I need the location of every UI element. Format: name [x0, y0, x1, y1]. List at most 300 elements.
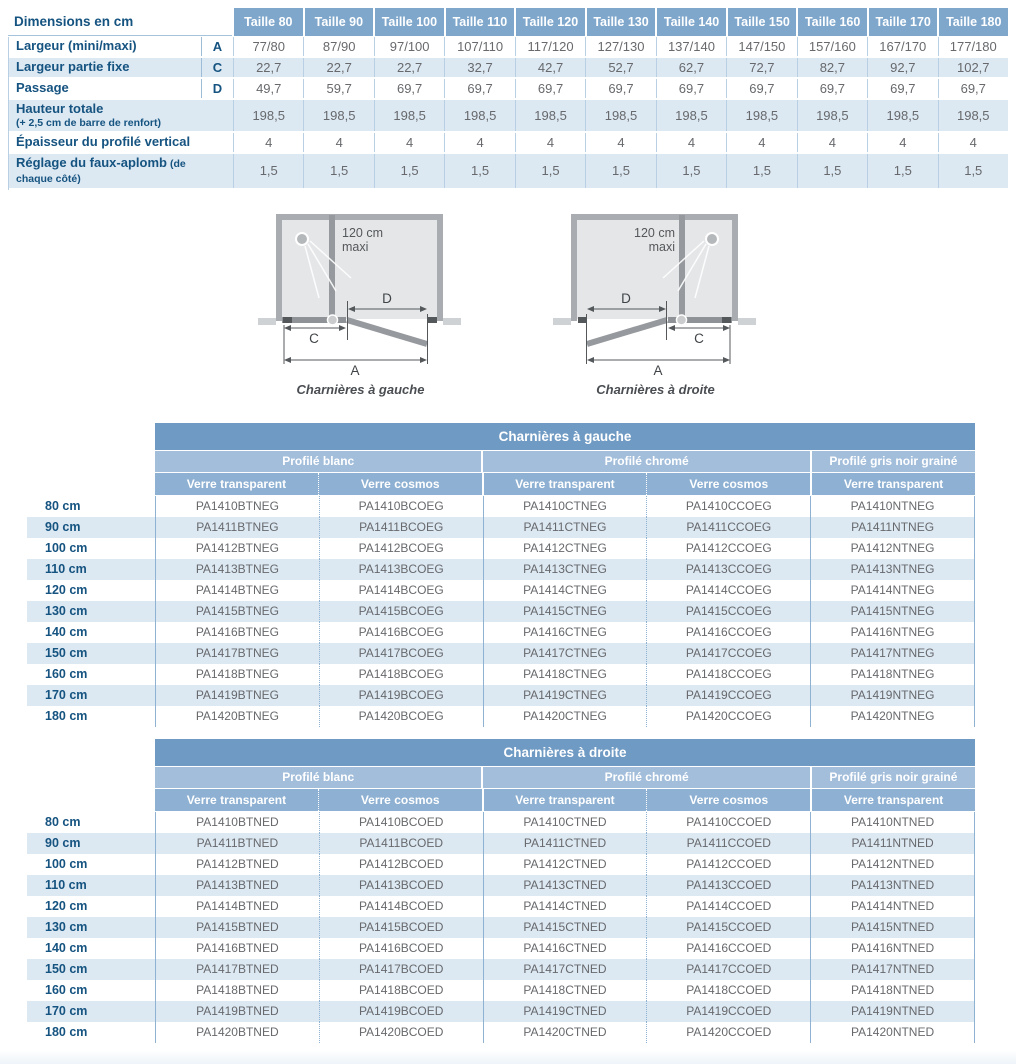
product-code: PA1411BTNEG — [155, 517, 319, 538]
row-size-label: 130 cm — [45, 920, 88, 935]
dimension-value: 198,5 — [374, 100, 444, 131]
product-code: PA1411NTNEG — [810, 517, 975, 538]
dimension-value: 22,7 — [303, 58, 373, 77]
product-code: PA1418BCOEG — [319, 664, 483, 685]
ref-table-hinges-left — [27, 423, 975, 727]
product-code: PA1410CTNED — [483, 812, 647, 833]
dimension-value: 137/140 — [656, 37, 726, 56]
product-code: PA1415CCOEG — [646, 601, 810, 622]
size-column-header: Taille 140 — [657, 8, 726, 36]
product-code: PA1412CTNEG — [483, 538, 647, 559]
row-size-label: 80 cm — [45, 499, 81, 514]
dimension-letter: D — [201, 79, 233, 98]
product-code: PA1418BTNEG — [155, 664, 319, 685]
product-code: PA1417CTNED — [483, 959, 647, 980]
dimension-value: 1,5 — [515, 154, 585, 188]
dimension-value: 1,5 — [797, 154, 867, 188]
product-code: PA1415CTNED — [483, 917, 647, 938]
dimension-value: 92,7 — [867, 58, 937, 77]
product-code: PA1414BTNED — [155, 896, 319, 917]
table-row — [27, 538, 975, 559]
table-row — [27, 559, 975, 580]
row-size-label: 100 cm — [45, 857, 88, 872]
dimension-value: 198,5 — [867, 100, 937, 131]
dimension-value: 22,7 — [374, 58, 444, 77]
table-title: Charnières à droite — [155, 739, 975, 766]
dimension-row — [9, 58, 1008, 79]
product-code: PA1417NTNED — [810, 959, 975, 980]
dimension-value: 198,5 — [303, 100, 373, 131]
dimension-value: 4 — [938, 133, 1008, 152]
product-code: PA1418CTNEG — [483, 664, 647, 685]
product-code: PA1414BTNEG — [155, 580, 319, 601]
dimension-value: 62,7 — [656, 58, 726, 77]
fixed-panel-profile — [679, 215, 685, 320]
shower-head-icon — [706, 233, 718, 245]
dimension-value: 69,7 — [374, 79, 444, 98]
diagram-caption-left: Charnières à gauche — [296, 381, 425, 397]
product-code: PA1410CTNEG — [483, 496, 647, 517]
glass-column-header: Verre transparent — [812, 473, 975, 495]
dimension-value: 198,5 — [585, 100, 655, 131]
product-code: PA1415NTNEG — [810, 601, 975, 622]
dimension-value: 198,5 — [938, 100, 1008, 131]
product-code: PA1417CCOED — [646, 959, 810, 980]
size-column-header: Taille 180 — [939, 8, 1008, 36]
wall-anchor-left — [578, 317, 587, 323]
product-code: PA1420CCOEG — [646, 706, 810, 727]
product-code: PA1411BTNED — [155, 833, 319, 854]
product-code: PA1416CCOED — [646, 938, 810, 959]
table-row — [27, 875, 975, 896]
product-code: PA1414CTNEG — [483, 580, 647, 601]
glass-column-header: Verre transparent — [155, 789, 318, 811]
row-size-label: 150 cm — [45, 646, 88, 661]
size-column-header: Taille 120 — [516, 8, 585, 36]
table-body — [27, 496, 975, 727]
dimension-value: 102,7 — [938, 58, 1008, 77]
row-size-label: 160 cm — [45, 667, 88, 682]
product-code: PA1417BTNEG — [155, 643, 319, 664]
wall-right — [437, 214, 443, 321]
dimension-value: 1,5 — [726, 154, 796, 188]
product-code: PA1411CTNEG — [483, 517, 647, 538]
product-code: PA1415BTNED — [155, 917, 319, 938]
product-code: PA1419BTNEG — [155, 685, 319, 706]
glass-column-header: Verre transparent — [812, 789, 975, 811]
product-code: PA1410CCOEG — [646, 496, 810, 517]
dimension-value: 1,5 — [303, 154, 373, 188]
row-size-label: 80 cm — [45, 815, 81, 830]
size-column-header: Taille 160 — [798, 8, 867, 36]
dimension-value: 4 — [867, 133, 937, 152]
product-code: PA1417NTNEG — [810, 643, 975, 664]
product-code: PA1415BTNEG — [155, 601, 319, 622]
dimension-letter — [201, 100, 233, 131]
shower-head-icon — [296, 233, 308, 245]
product-code: PA1419CCOEG — [646, 685, 810, 706]
product-code: PA1418BCOED — [319, 980, 483, 1001]
product-code: PA1413BCOEG — [319, 559, 483, 580]
product-code: PA1413CCOED — [646, 875, 810, 896]
dim-label-a: A — [652, 362, 663, 378]
product-code: PA1410BCOED — [319, 812, 483, 833]
product-code: PA1414CTNED — [483, 896, 647, 917]
product-code: PA1411BCOEG — [319, 517, 483, 538]
product-code: PA1410BTNED — [155, 812, 319, 833]
table-row — [27, 685, 975, 706]
wall-left — [276, 214, 282, 321]
dimension-value: 77/80 — [233, 37, 303, 56]
product-code: PA1419NTNED — [810, 1001, 975, 1022]
row-size-label: 180 cm — [45, 709, 88, 724]
product-code: PA1418BTNED — [155, 980, 319, 1001]
product-code: PA1419BCOED — [319, 1001, 483, 1022]
row-size-label: 180 cm — [45, 1025, 88, 1040]
dim-label-d: D — [381, 290, 392, 306]
dimension-value: 69,7 — [515, 79, 585, 98]
product-code: PA1416BTNED — [155, 938, 319, 959]
dimension-value: 127/130 — [585, 37, 655, 56]
shower-top-view-left — [256, 206, 466, 378]
product-code: PA1415BCOEG — [319, 601, 483, 622]
product-code: PA1416NTNEG — [810, 622, 975, 643]
product-code: PA1413BTNED — [155, 875, 319, 896]
dimension-value: 52,7 — [585, 58, 655, 77]
product-code: PA1419CTNED — [483, 1001, 647, 1022]
dimension-value: 4 — [585, 133, 655, 152]
product-code: PA1413BTNEG — [155, 559, 319, 580]
dimensions-header-row — [8, 8, 1008, 36]
dim-label-d: D — [620, 290, 631, 306]
dimension-value: 4 — [374, 133, 444, 152]
product-code: PA1412CCOED — [646, 854, 810, 875]
table-row — [27, 1022, 975, 1043]
product-code: PA1418CCOED — [646, 980, 810, 1001]
dimension-label: Épaisseur du profilé vertical — [16, 134, 191, 150]
dim-label-a: A — [349, 362, 360, 378]
product-code: PA1411BCOED — [319, 833, 483, 854]
glass-column-header: Verre transparent — [484, 789, 647, 811]
dimension-value: 69,7 — [585, 79, 655, 98]
dimension-letter — [201, 133, 233, 152]
product-code: PA1412BCOEG — [319, 538, 483, 559]
dimension-value: 72,7 — [726, 58, 796, 77]
diagram-hinges-right — [518, 206, 793, 410]
product-code: PA1420BCOED — [319, 1022, 483, 1043]
product-code: PA1414CCOEG — [646, 580, 810, 601]
dimension-value: 4 — [515, 133, 585, 152]
row-size-label: 170 cm — [45, 688, 88, 703]
size-column-header: Taille 150 — [728, 8, 797, 36]
dimensions-title: Dimensions en cm — [8, 8, 232, 36]
dimension-label: Largeur (mini/maxi) — [16, 38, 137, 54]
row-size-label: 170 cm — [45, 1004, 88, 1019]
dimension-value: 69,7 — [726, 79, 796, 98]
dim-label-c: C — [308, 330, 319, 346]
diagram-caption-right: Charnières à droite — [596, 381, 715, 397]
product-code: PA1418CTNED — [483, 980, 647, 1001]
dimension-letter — [201, 154, 233, 188]
product-code: PA1410BCOEG — [319, 496, 483, 517]
dimension-value: 198,5 — [797, 100, 867, 131]
dimension-value: 42,7 — [515, 58, 585, 77]
glass-column-header: Verre cosmos — [318, 789, 482, 811]
product-code: PA1418NTNEG — [810, 664, 975, 685]
product-code: PA1414NTNED — [810, 896, 975, 917]
dimension-value: 69,7 — [938, 79, 1008, 98]
shower-top-view-right — [551, 206, 761, 378]
table-row — [27, 643, 975, 664]
product-code: PA1412CCOEG — [646, 538, 810, 559]
table-row — [27, 896, 975, 917]
dimension-value: 22,7 — [233, 58, 303, 77]
table-row — [27, 496, 975, 517]
dimension-value: 69,7 — [797, 79, 867, 98]
product-code: PA1420NTNED — [810, 1022, 975, 1043]
product-code: PA1415CTNEG — [483, 601, 647, 622]
product-code: PA1420CTNED — [483, 1022, 647, 1043]
row-size-label: 110 cm — [45, 562, 87, 577]
product-code: PA1417BTNED — [155, 959, 319, 980]
dim-label-c: C — [693, 330, 704, 346]
profile-group-header: Profilé chromé — [483, 451, 809, 472]
dimensions-table — [8, 8, 1008, 190]
size-column-header: Taille 90 — [305, 8, 374, 36]
product-code: PA1410NTNED — [810, 812, 975, 833]
product-code: PA1414BCOEG — [319, 580, 483, 601]
glass-column-header: Verre cosmos — [318, 473, 482, 495]
dimension-value: 1,5 — [867, 154, 937, 188]
product-code: PA1413CCOEG — [646, 559, 810, 580]
product-code: PA1411CCOED — [646, 833, 810, 854]
table-row — [27, 706, 975, 727]
dimension-value: 1,5 — [444, 154, 514, 188]
product-code: PA1416BCOEG — [319, 622, 483, 643]
dimension-value: 1,5 — [233, 154, 303, 188]
dimension-value: 107/110 — [444, 37, 514, 56]
table-row — [27, 938, 975, 959]
dimension-label: Réglage du faux-aplomb (de chaque côté) — [16, 155, 186, 185]
size-headers — [232, 8, 1008, 36]
dimension-row — [9, 79, 1008, 100]
row-size-label: 140 cm — [45, 941, 88, 956]
table-row — [27, 812, 975, 833]
dimension-row — [9, 133, 1008, 154]
dimension-row — [9, 37, 1008, 58]
dimension-label: Hauteur totale (+ 2,5 cm de barre de renfort) — [16, 101, 162, 129]
dimension-label: Largeur partie fixe — [16, 59, 130, 75]
row-size-label: 120 cm — [45, 899, 88, 914]
max-width-note-line2: maxi — [648, 239, 675, 254]
dimension-value: 59,7 — [303, 79, 373, 98]
row-size-label: 120 cm — [45, 583, 88, 598]
dimension-value: 1,5 — [374, 154, 444, 188]
product-code: PA1416CTNEG — [483, 622, 647, 643]
row-size-label: 130 cm — [45, 604, 88, 619]
dimension-value: 32,7 — [444, 58, 514, 77]
product-code: PA1416CTNED — [483, 938, 647, 959]
size-column-header: Taille 110 — [446, 8, 515, 36]
table-row — [27, 917, 975, 938]
dimension-value: 147/150 — [726, 37, 796, 56]
product-code: PA1418NTNED — [810, 980, 975, 1001]
product-code: PA1417BCOED — [319, 959, 483, 980]
size-column-header: Taille 130 — [587, 8, 656, 36]
dimension-value: 1,5 — [938, 154, 1008, 188]
dimension-value: 4 — [233, 133, 303, 152]
product-code: PA1420CCOED — [646, 1022, 810, 1043]
product-code: PA1420BCOEG — [319, 706, 483, 727]
dimension-value: 157/160 — [797, 37, 867, 56]
product-code: PA1416CCOEG — [646, 622, 810, 643]
product-code: PA1416BTNEG — [155, 622, 319, 643]
dimension-value: 69,7 — [656, 79, 726, 98]
product-code: PA1415NTNED — [810, 917, 975, 938]
table-body — [27, 812, 975, 1043]
dimension-letter: A — [201, 37, 233, 56]
dimension-value: 4 — [656, 133, 726, 152]
table-row — [27, 664, 975, 685]
product-code: PA1418CCOEG — [646, 664, 810, 685]
product-code: PA1410NTNEG — [810, 496, 975, 517]
product-code: PA1413NTNED — [810, 875, 975, 896]
row-size-label: 100 cm — [45, 541, 88, 556]
product-code: PA1412BTNED — [155, 854, 319, 875]
door-panel — [347, 320, 427, 344]
dimension-row — [9, 154, 1008, 190]
product-code: PA1412BCOED — [319, 854, 483, 875]
product-code: PA1419BTNED — [155, 1001, 319, 1022]
diagram-hinges-left — [223, 206, 498, 410]
glass-column-row — [155, 789, 975, 811]
profile-group-header: Profilé blanc — [155, 451, 481, 472]
dimension-value: 4 — [797, 133, 867, 152]
product-code: PA1420BTNED — [155, 1022, 319, 1043]
dimension-value: 198,5 — [726, 100, 796, 131]
product-code: PA1413CTNED — [483, 875, 647, 896]
profile-group-row — [155, 451, 975, 472]
table-row — [27, 959, 975, 980]
max-width-note-line1: 120 cm — [341, 225, 383, 240]
table-row — [27, 517, 975, 538]
product-code: PA1414NTNEG — [810, 580, 975, 601]
row-size-label: 110 cm — [45, 878, 87, 893]
wall-right — [732, 214, 738, 321]
product-code: PA1414CCOED — [646, 896, 810, 917]
product-code: PA1411CTNED — [483, 833, 647, 854]
product-code: PA1416NTNED — [810, 938, 975, 959]
product-code: PA1419BCOEG — [319, 685, 483, 706]
dimension-value: 82,7 — [797, 58, 867, 77]
floor-stub-left — [553, 318, 571, 325]
dimension-label: Passage — [16, 80, 69, 96]
floor-stub-right — [443, 318, 461, 325]
door-diagrams — [0, 206, 1016, 410]
product-code: PA1412BTNEG — [155, 538, 319, 559]
dimension-value: 167/170 — [867, 37, 937, 56]
floor-stub-right — [738, 318, 756, 325]
row-size-label: 90 cm — [45, 520, 81, 535]
max-width-note-line2: maxi — [341, 239, 368, 254]
size-column-header: Taille 100 — [375, 8, 444, 36]
glass-column-header: Verre cosmos — [646, 473, 810, 495]
product-code: PA1420NTNEG — [810, 706, 975, 727]
dimensions-body — [8, 37, 1008, 190]
dimension-value: 69,7 — [444, 79, 514, 98]
row-size-label: 90 cm — [45, 836, 81, 851]
product-code: PA1414BCOED — [319, 896, 483, 917]
dimension-value: 4 — [303, 133, 373, 152]
dimension-value: 177/180 — [938, 37, 1008, 56]
dimension-value: 198,5 — [515, 100, 585, 131]
product-code: PA1419CCOED — [646, 1001, 810, 1022]
product-code: PA1410BTNEG — [155, 496, 319, 517]
dimension-value: 1,5 — [585, 154, 655, 188]
glass-column-header: Verre cosmos — [646, 789, 810, 811]
table-row — [27, 622, 975, 643]
table-row — [27, 601, 975, 622]
profile-group-row — [155, 767, 975, 788]
product-code: PA1412CTNED — [483, 854, 647, 875]
dimension-value: 49,7 — [233, 79, 303, 98]
wall-anchor-right — [428, 317, 437, 323]
product-code: PA1420CTNEG — [483, 706, 647, 727]
dimension-value: 97/100 — [374, 37, 444, 56]
dimension-value: 198,5 — [656, 100, 726, 131]
table-row — [27, 833, 975, 854]
dimension-value: 69,7 — [867, 79, 937, 98]
wall-top — [571, 214, 738, 220]
floor-stub-left — [258, 318, 276, 325]
row-size-label: 160 cm — [45, 983, 88, 998]
product-code: PA1415CCOED — [646, 917, 810, 938]
product-code: PA1413BCOED — [319, 875, 483, 896]
product-code: PA1419NTNEG — [810, 685, 975, 706]
product-code: PA1413NTNEG — [810, 559, 975, 580]
glass-column-row — [155, 473, 975, 495]
product-code: PA1417CTNEG — [483, 643, 647, 664]
max-width-note-line1: 120 cm — [633, 225, 675, 240]
glass-column-header: Verre transparent — [484, 473, 647, 495]
hinge-icon — [327, 315, 337, 325]
row-size-label: 150 cm — [45, 962, 88, 977]
fixed-panel-profile — [329, 215, 335, 320]
dimension-letter: C — [201, 58, 233, 77]
product-code: PA1411NTNED — [810, 833, 975, 854]
hinge-icon — [676, 315, 686, 325]
product-code: PA1416BCOED — [319, 938, 483, 959]
product-code: PA1420BTNEG — [155, 706, 319, 727]
product-code: PA1417CCOEG — [646, 643, 810, 664]
product-code: PA1413CTNEG — [483, 559, 647, 580]
product-code: PA1417BCOEG — [319, 643, 483, 664]
glass-column-header: Verre transparent — [155, 473, 318, 495]
table-row — [27, 1001, 975, 1022]
table-row — [27, 854, 975, 875]
size-column-header: Taille 80 — [234, 8, 303, 36]
product-code: PA1415BCOED — [319, 917, 483, 938]
wall-left — [571, 214, 577, 321]
row-size-label: 140 cm — [45, 625, 88, 640]
profile-group-header: Profilé chromé — [483, 767, 809, 788]
dimension-value: 198,5 — [233, 100, 303, 131]
wall-anchor-right — [722, 317, 731, 323]
dimension-value: 87/90 — [303, 37, 373, 56]
dimension-value: 117/120 — [515, 37, 585, 56]
wall-top — [276, 214, 443, 220]
dimension-value: 4 — [444, 133, 514, 152]
